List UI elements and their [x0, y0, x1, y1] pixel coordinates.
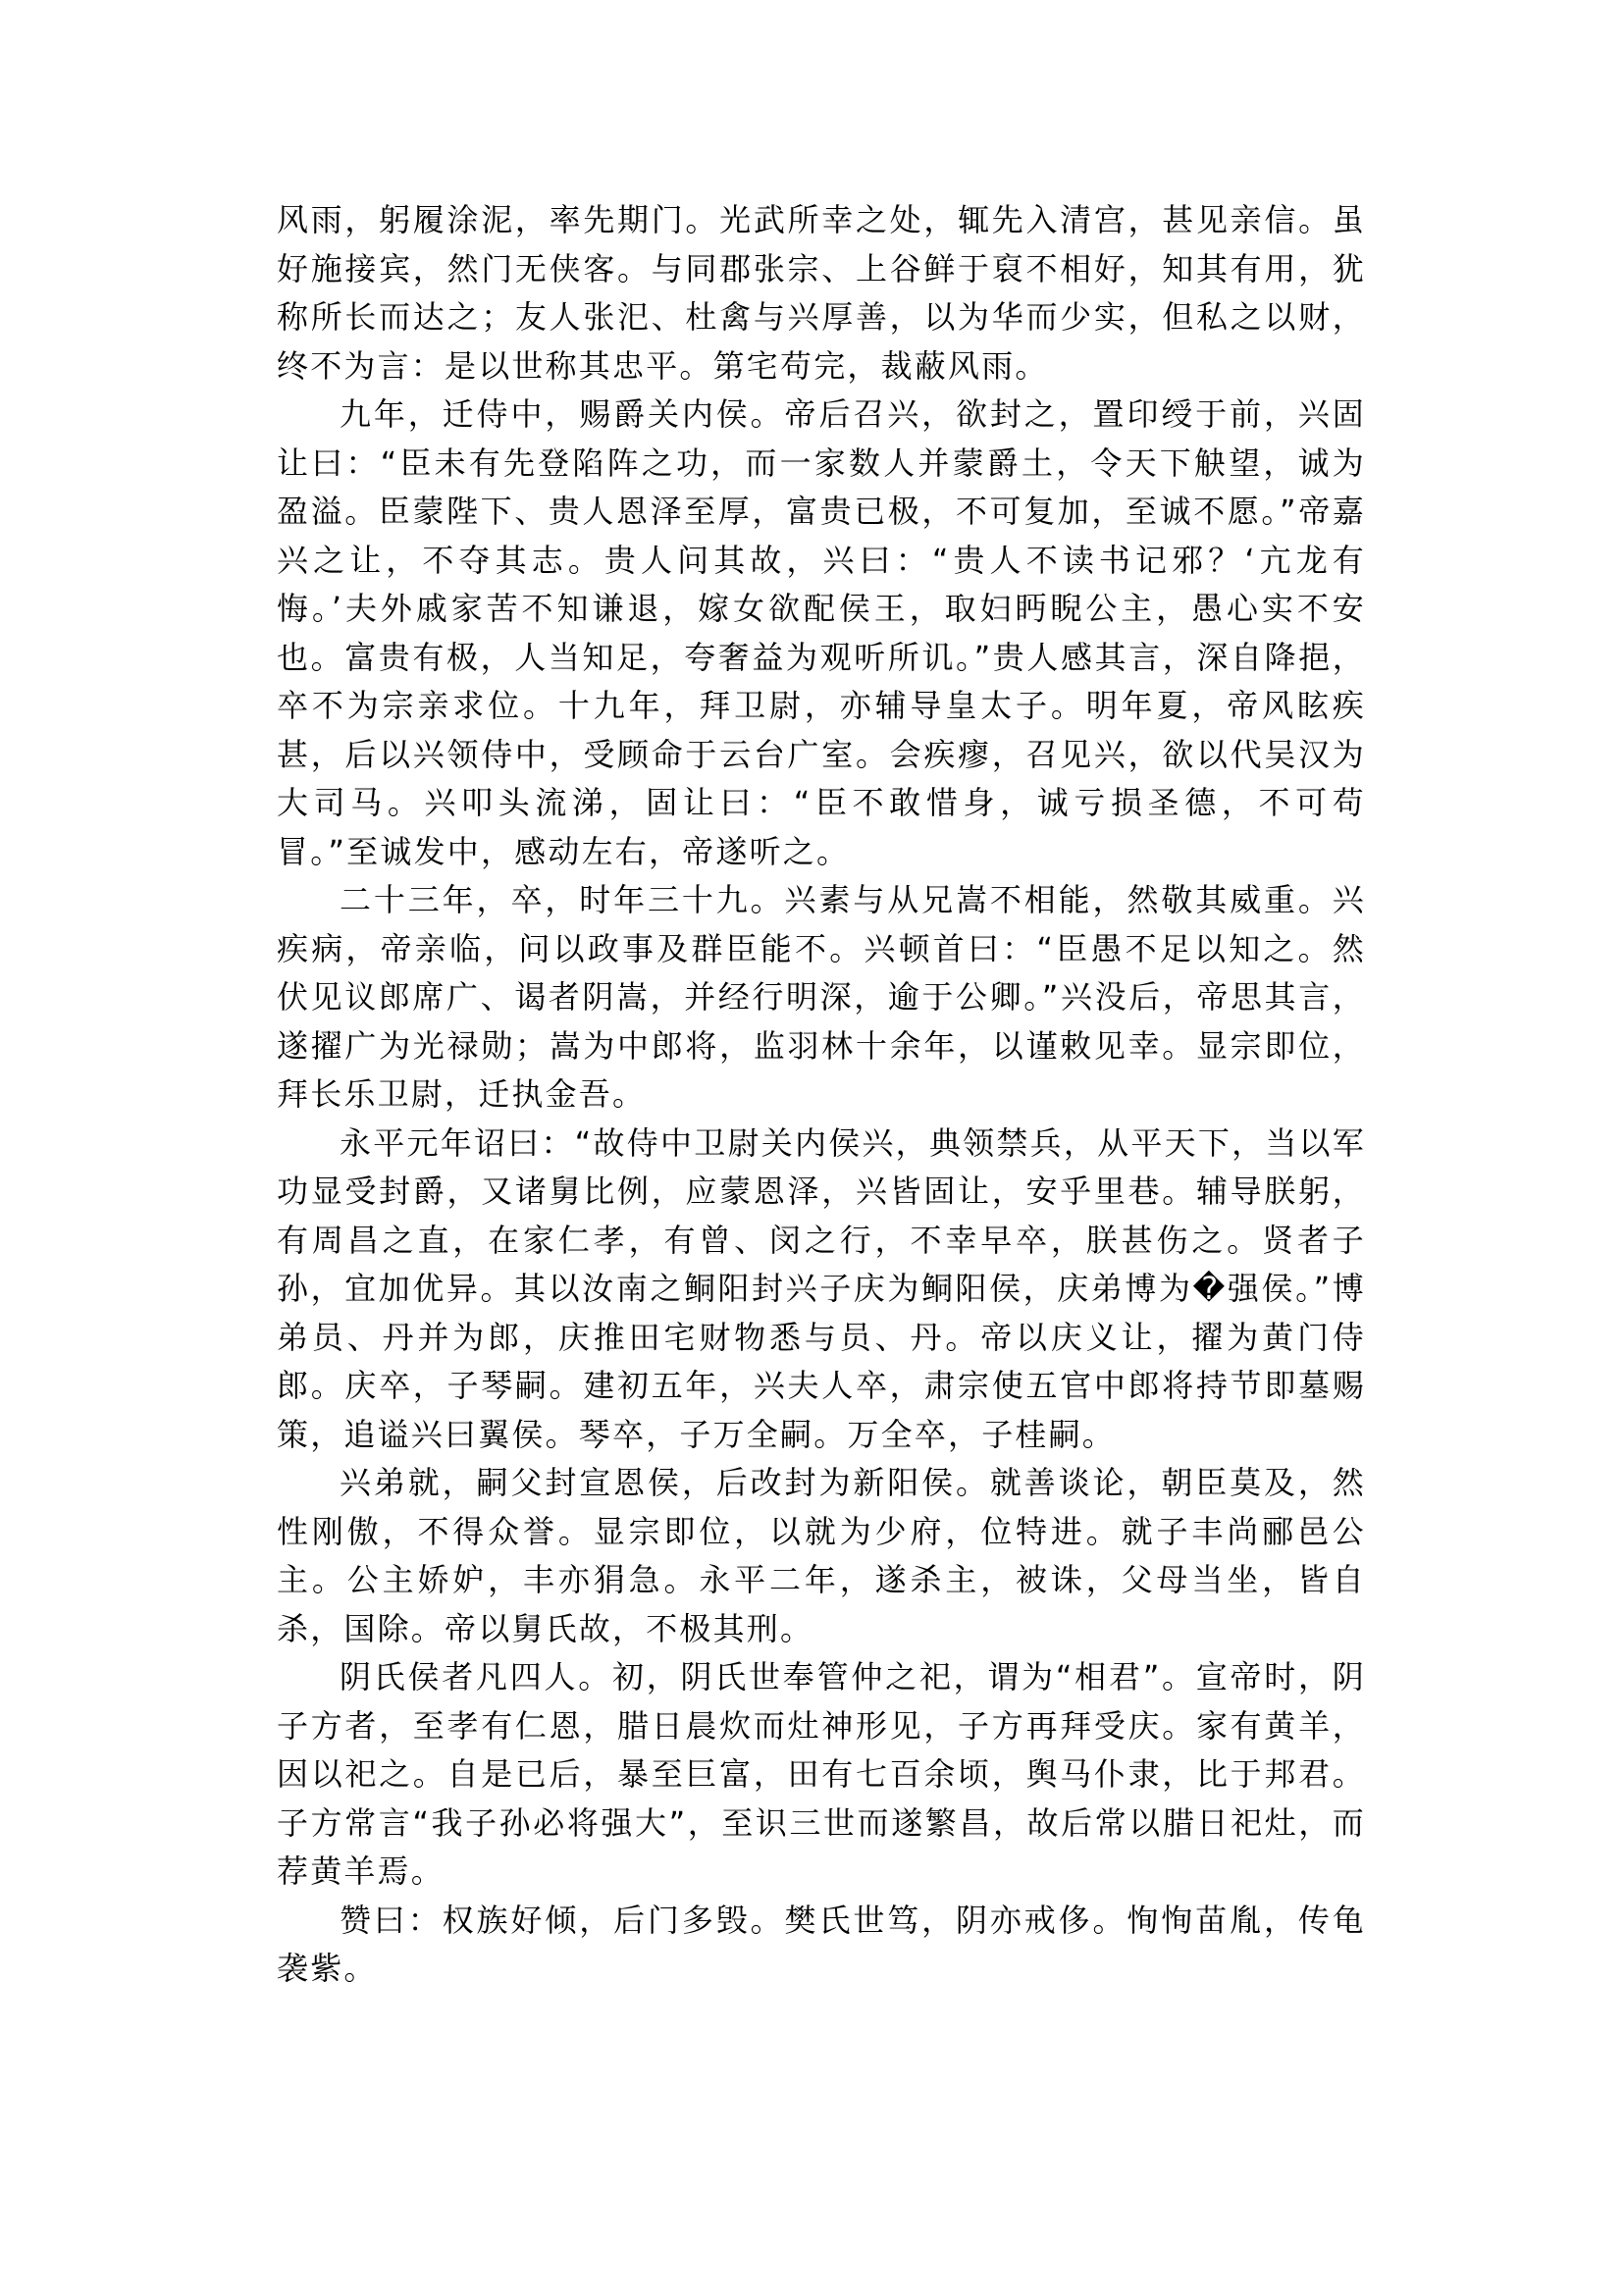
document-page [277, 196, 1366, 1994]
paragraph-1: 风雨，躬履涂泥，率先期门。光武所幸之处，辄先入清宫，甚见亲信。虽好施接宾，然门无侠客。与同郡张宗、上谷鲜于裒不相好，知其有用，犹称所长而达之；友人张汜、杜禽与兴厚善，以为华而少实，但私之以财，终不为言：是以世称其忠平。第宅苟完，裁蔽风雨。 [277, 201, 1366, 385]
paragraph-5: 兴弟就，嗣父封宣恩侯，后改封为新阳侯。就善谈论，朝臣莫及，然性刚傲，不得众誉。显宗即位，以就为少府，位特进。就子丰尚郦邑公主。公主娇妒，丰亦狷急。永平二年，遂杀主，被诛，父母当坐，皆自杀，国除。帝以舅氏故，不极其刑。 [277, 1464, 1366, 1647]
paragraph-3: 二十三年，卒，时年三十九。兴素与从兄嵩不相能，然敬其威重。兴疾病，帝亲临，问以政事及群臣能不。兴顿首曰：“臣愚不足以知之。然伏见议郎席广、谒者阴嵩，并经行明深，逾于公卿。”兴没后，帝思其言，遂擢广为光禄勋；嵩为中郎将，监羽林十余年，以谨敕见幸。显宗即位，拜长乐卫尉，迁执金吾。 [277, 881, 1366, 1113]
paragraph-6: 阴氏侯者凡四人。初，阴氏世奉管仲之祀，谓为“相君”。宣帝时，阴子方者，至孝有仁恩，腊日晨炊而灶神形见，子方再拜受庆。家有黄羊，因以祀之。自是已后，暴至巨富，田有七百余顷，舆马仆隶，比于邦君。子方常言“我子孙必将强大”，至识三世而遂繁昌，故后常以腊日祀灶，而荐黄羊焉。 [277, 1658, 1366, 1890]
paragraph-4: 永平元年诏曰：“故侍中卫尉关内侯兴，典领禁兵，从平天下，当以军功显受封爵，又诸舅比例，应蒙恩泽，兴皆固让，安乎里巷。辅导朕躬，有周昌之直，在家仁孝，有曾、闵之行，不幸早卒，朕甚伤之。贤者子孙，宜加优异。其以汝南之鲖阳封兴子庆为鲖阳侯，庆弟博为�强侯。”博弟员、丹并为郎，庆推田宅财物悉与员、丹。帝以庆义让，擢为黄门侍郎。庆卒，子琴嗣。建初五年，兴夫人卒，肃宗使五官中郎将持节即墓赐策，追谥兴曰翼侯。琴卒，子万全嗣。万全卒，子桂嗣。 [277, 1123, 1366, 1453]
paragraph-7: 赞曰：权族好倾，后门多毁。樊氏世笃，阴亦戒侈。恂恂苗胤，传龟袭紫。 [277, 1901, 1366, 1987]
paragraph-2: 九年，迁侍中，赐爵关内侯。帝后召兴，欲封之，置印绶于前，兴固让曰：“臣未有先登陷阵之功，而一家数人并蒙爵土，令天下觖望，诚为盈溢。臣蒙陛下、贵人恩泽至厚，富贵已极，不可复加，至诚不愿。”帝嘉兴之让，不夺其志。贵人问其故，兴曰：“贵人不读书记邪？‘亢龙有悔。’夫外戚家苦不知谦退，嫁女欲配侯王，取妇眄睨公主，愚心实不安也。富贵有极，人当知足，夸奢益为观听所讥。”贵人感其言，深自降挹，卒不为宗亲求位。十九年，拜卫尉，亦辅导皇太子。明年夏，帝风眩疾甚，后以兴领侍中，受顾命于云台广室。会疾瘳，召见兴，欲以代吴汉为大司马。兴叩头流涕，固让曰：“臣不敢惜身，诚亏损圣德，不可苟冒。”至诚发中，感动左右，帝遂听之。 [277, 395, 1366, 870]
